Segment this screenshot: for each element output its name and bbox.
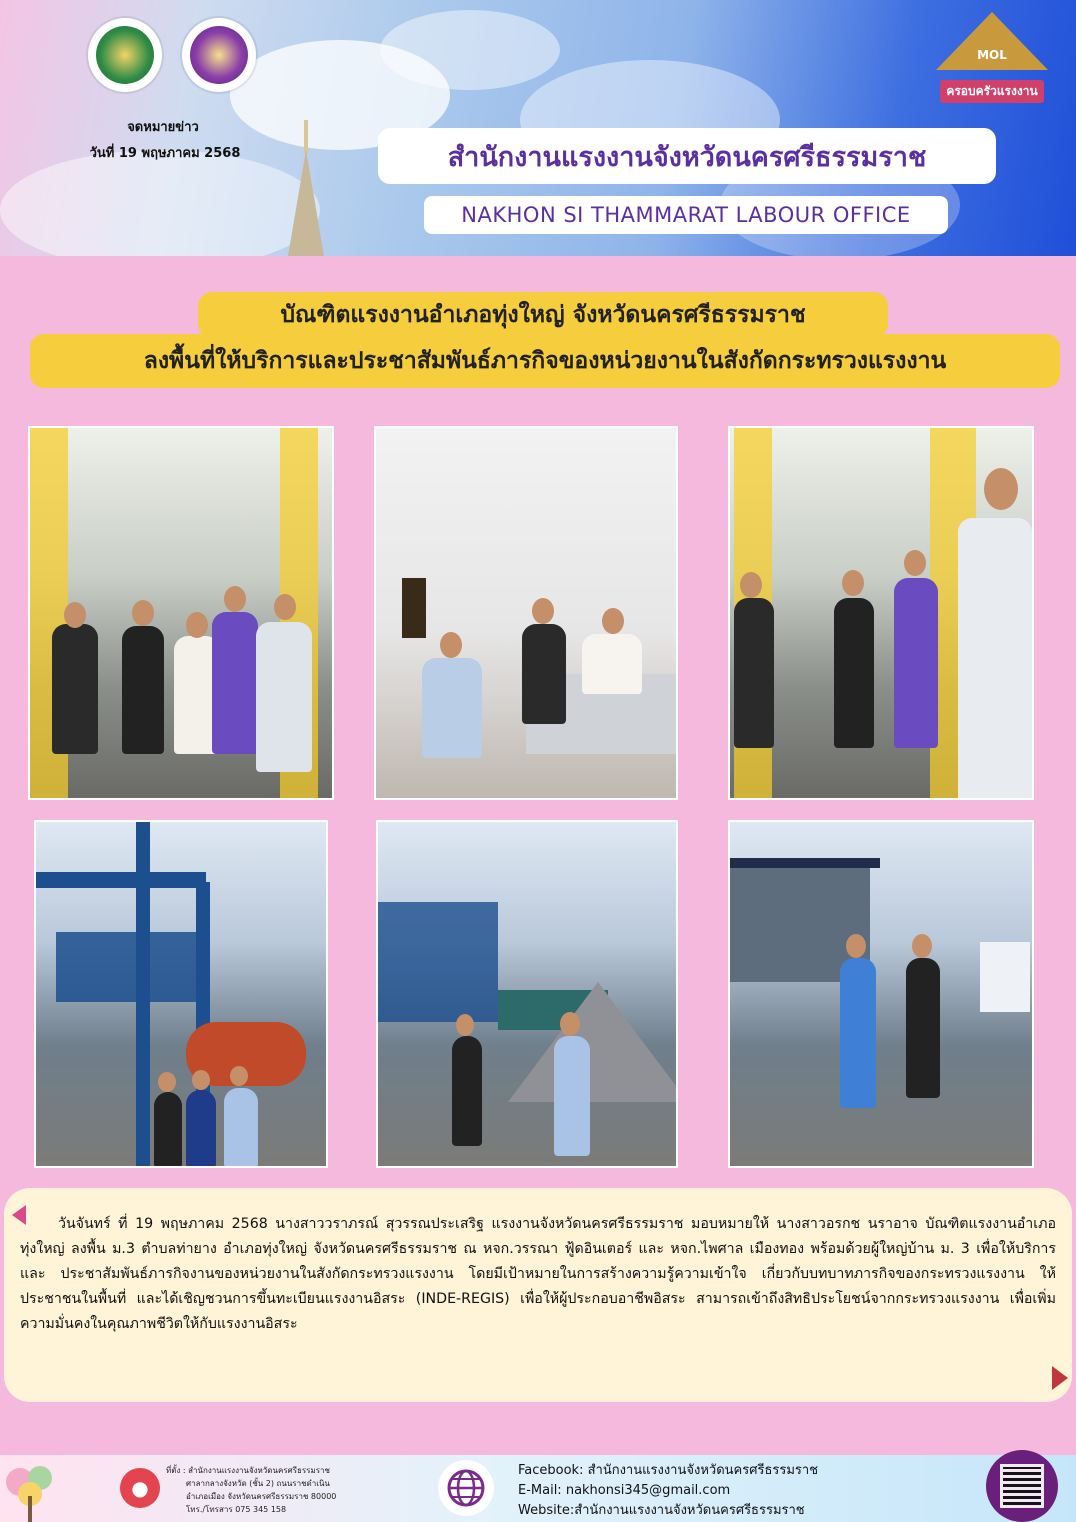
photo-gravel-site [376,820,678,1168]
photo-office-meeting [374,426,678,800]
facebook-link[interactable]: Facebook: สำนักงานแรงงานจังหวัดนครศรีธรรมราช [518,1463,819,1478]
arrow-left-icon [12,1205,26,1225]
office-title-thai: สำนักงานแรงงานจังหวัดนครศรีธรรมราช [378,128,996,184]
ministry-seal-logo [88,18,162,92]
newsletter-date: วันที่ 19 พฤษภาคม 2568 [89,146,241,161]
website-link[interactable]: Website:สำนักงานแรงงานจังหวัดนครศรีธรรมราช [518,1503,805,1518]
mol-logo-caption: ครอบครัวแรงงาน [940,80,1043,103]
pagoda-spire [288,150,324,256]
address-line: ศาลากลางจังหวัด (ชั้น 2) ถนนราชดำเนิน [186,1479,330,1488]
footer-address [166,1464,336,1516]
cloud-decoration [380,10,560,90]
office-title-english: NAKHON SI THAMMARAT LABOUR OFFICE [424,196,948,234]
address-line: ที่ตั้ง : สำนักงานแรงงานจังหวัดนครศรีธรรมราช [166,1466,330,1475]
location-pin-icon: ● [120,1468,160,1508]
photo-factory-group [28,426,334,800]
email-link[interactable]: E-Mail: nakhonsi345@gmail.com [518,1483,731,1498]
cloud-decoration [0,150,320,256]
qr-code-icon[interactable] [986,1450,1058,1522]
newsletter-label: จดหมายข่าว [127,120,199,135]
mol-logo-text: MOL [977,48,1007,62]
news-body-panel [4,1188,1072,1402]
address-line: โทร./โทรสาร 075 345 158 [186,1505,287,1514]
news-body-text: วันจันทร์ ที่ 19 พฤษภาคม 2568 นางสาววราภรณ์ สุวรรณประเสริฐ แรงงานจังหวัดนครศรีธรรมราช มอบหมายให้ นางสาวอรกช นราอาจ บัณฑิตแรงงานอำเภอทุ่งใหญ่ ลงพื้น ม.3 ตำบลท่ายาง อำเภอทุ่งใหญ่ จังหวัดนครศรีธรรมราช ณ หจก.วรรณา ฟู้ดอินเตอร์ และ หจก.ไพศาล เมืองทอง พร้อมด้วยผู้ใหญ่บ้าน ม. 3 เพื่อให้บริการ และ ประชาสัมพันธ์ภารกิจงานของหน่วยงานในสังกัดกระทรวงแรงงาน โดยมีเป้าหมายในการสร้างความรู้ความเข้าใจ เกี่ยวกับบทบาทภารกิจของกระทรวงแรงงาน ให้ประชาชนในพื้นที่ และได้เชิญชวนการขึ้นทะเบียนแรงงานอิสระ (INDE-REGIS) เพื่อให้ผู้ประกอบอาชีพอิสระ สามารถเข้าถึงสิทธิประโยชน์จากกระทรวงแรงงาน เพื่อเพิ่มความมั่นคงในคุณภาพชีวิตให้กับแรงงานอิสระ [20,1216,1056,1332]
address-line: อำเภอเมือง จังหวัดนครศรีธรรมราช 80000 [186,1492,337,1501]
mol-logo [924,8,1060,120]
headline-line-2: ลงพื้นที่ให้บริการและประชาสัมพันธ์ภารกิจของหน่วยงานในสังกัดกระทรวงแรงงาน [30,334,1060,388]
headline-line-1: บัณฑิตแรงงานอำเภอทุ่งใหญ่ จังหวัดนครศรีธรรมราช [198,292,888,338]
photo-yard-interview [728,820,1034,1168]
photo-asphalt-plant [34,820,328,1168]
province-seal-logo [182,18,256,92]
tree-decoration-icon [0,1460,70,1522]
globe-icon [438,1460,494,1516]
footer-contact [518,1461,818,1521]
pagoda-tip [304,120,308,154]
arrow-right-icon [1052,1366,1068,1390]
photo-factory-discussion [728,426,1034,800]
